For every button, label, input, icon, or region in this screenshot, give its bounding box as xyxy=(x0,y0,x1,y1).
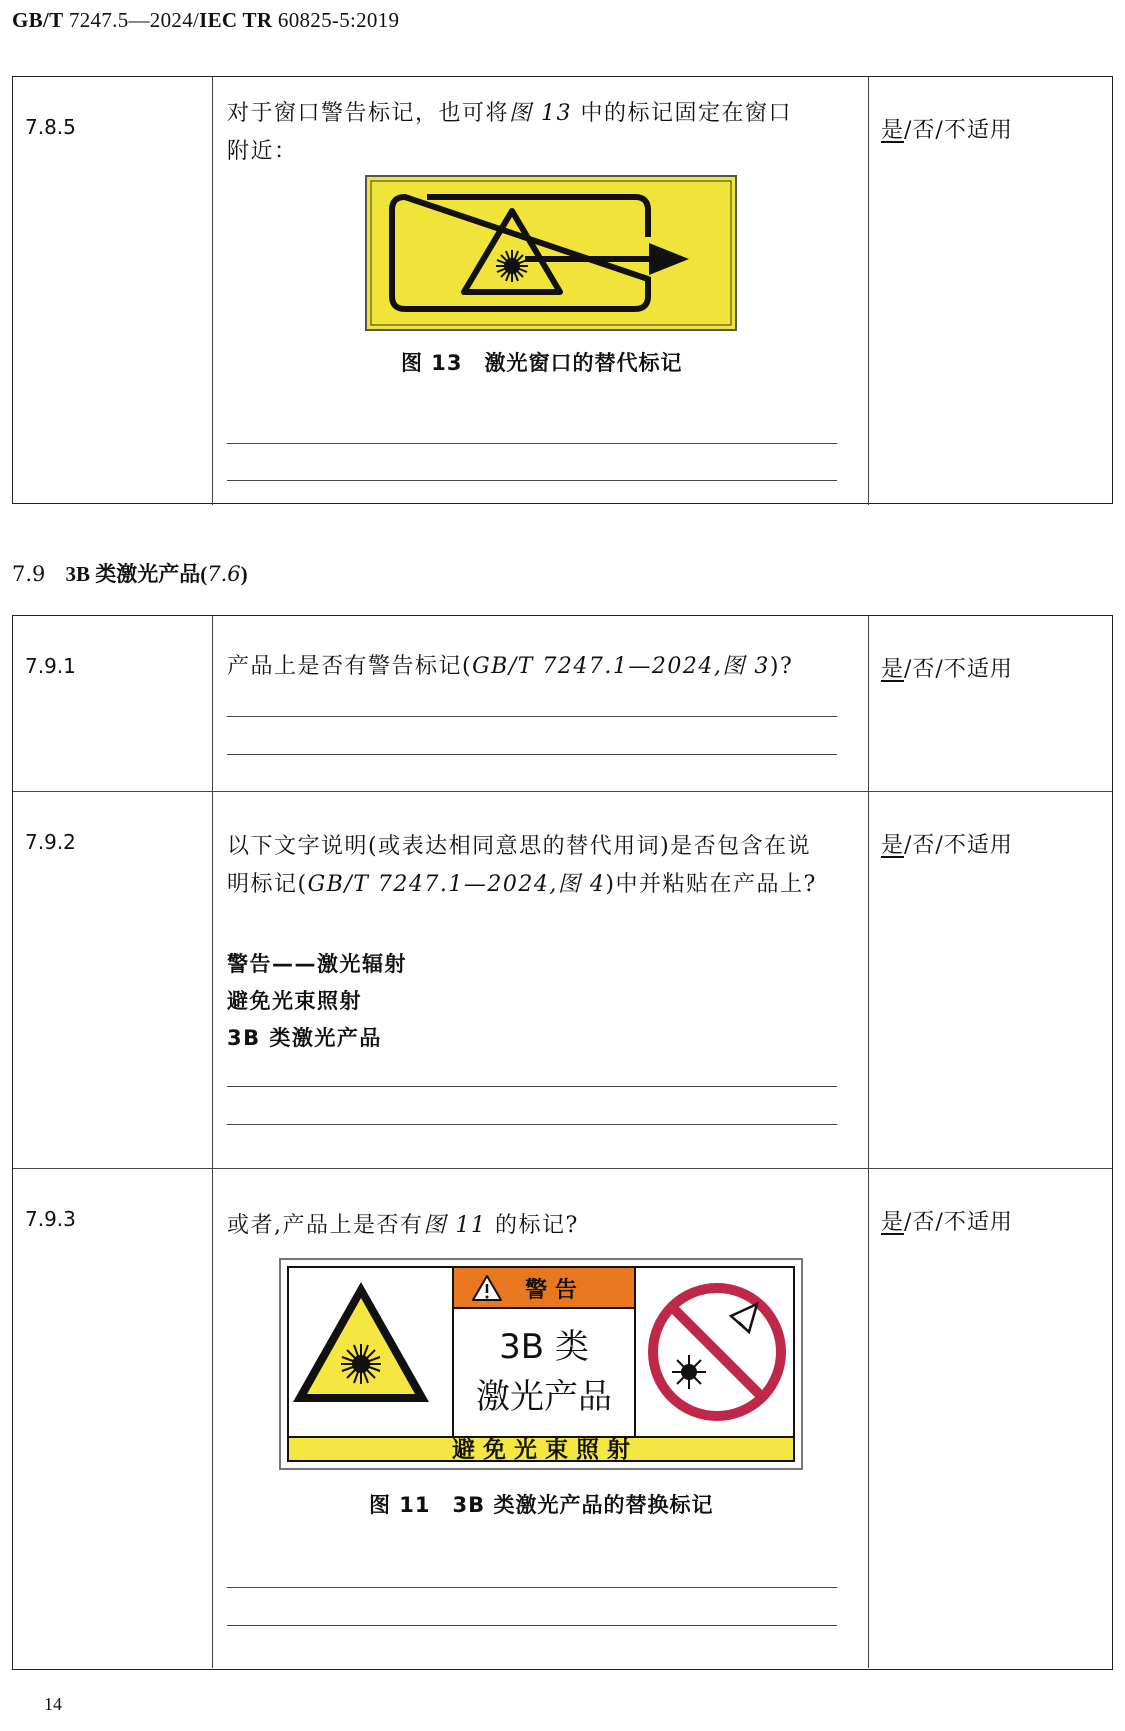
section-title-close: ) xyxy=(240,562,248,586)
answer-cell xyxy=(868,77,1112,505)
clause-text-part: 以下文字说明(或表达相同意思的替代用词)是否包含在说 xyxy=(227,834,812,859)
answer-yes[interactable]: 是 xyxy=(881,118,905,143)
clause-text-part: 明标记( xyxy=(227,872,308,897)
clause-number: 7.9.2 xyxy=(25,830,76,854)
clause-text xyxy=(227,828,859,904)
section-ref: 7.6 xyxy=(207,562,241,586)
table-row xyxy=(13,616,1112,791)
answer-no-na[interactable]: /否/不适用 xyxy=(904,657,1013,682)
clause-text xyxy=(227,95,859,171)
clause-text-part: 的标记? xyxy=(495,1213,579,1238)
label-class-text: 3B 类 xyxy=(499,1327,589,1367)
warning-text-line: 3B 类激光产品 xyxy=(227,1026,382,1050)
label-product-text: 激光产品 xyxy=(476,1377,612,1417)
clause-number-cell xyxy=(13,792,213,1168)
answer-options[interactable] xyxy=(881,1205,1013,1236)
answer-no-na[interactable]: /否/不适用 xyxy=(904,1210,1013,1235)
clause-number-cell xyxy=(13,1169,213,1668)
clause-text-part: 或者,产品上是否有 xyxy=(227,1213,424,1238)
label-avoid-text: 避 免 光 束 照 射 xyxy=(451,1437,631,1463)
clause-text-part: )? xyxy=(769,654,794,679)
clause-number-cell xyxy=(13,77,213,505)
answer-yes[interactable]: 是 xyxy=(881,833,905,858)
clause-number-cell xyxy=(13,616,213,791)
answer-line[interactable] xyxy=(227,1587,837,1588)
page-number: 14 xyxy=(44,1694,62,1714)
answer-yes[interactable]: 是 xyxy=(881,657,905,682)
header-iec-num: 60825-5:2019 xyxy=(277,8,400,32)
figure-caption: 图 11 3B 类激光产品的替换标记 xyxy=(369,1493,714,1517)
section-title: 类激光产品( xyxy=(89,562,208,586)
clause-number: 7.8.5 xyxy=(25,115,76,139)
table-row xyxy=(13,77,1112,505)
answer-cell xyxy=(868,616,1112,791)
header-title: 7247.5—2024/ xyxy=(68,8,200,32)
answer-options[interactable] xyxy=(881,113,1013,144)
table-row xyxy=(13,1168,1112,1668)
laser-window-label-figure xyxy=(365,175,737,331)
clause-text-part: 对于窗口警告标记，也可将 xyxy=(227,101,510,126)
table-7-9 xyxy=(12,615,1113,1670)
answer-cell xyxy=(868,792,1112,1168)
page-header xyxy=(12,8,399,33)
answer-line[interactable] xyxy=(227,1124,837,1125)
answer-line[interactable] xyxy=(227,1086,837,1087)
header-iec: IEC TR xyxy=(199,8,273,32)
clause-text xyxy=(227,1207,859,1245)
clause-text-part: 附近： xyxy=(227,139,298,164)
standard-ref: GB/T 7247.1—2024,图 3 xyxy=(472,654,770,679)
answer-no-na[interactable]: /否/不适用 xyxy=(904,118,1013,143)
table-7-8-5 xyxy=(12,76,1113,504)
answer-line[interactable] xyxy=(227,754,837,755)
warning-text-line: 警告——激光辐射 xyxy=(227,952,407,976)
figure-ref: 图 13 xyxy=(509,101,573,126)
header-std: GB/T xyxy=(12,8,64,32)
answer-yes[interactable]: 是 xyxy=(881,1210,905,1235)
answer-line[interactable] xyxy=(227,1625,837,1626)
clause-text-part: 中的标记固定在窗口 xyxy=(580,101,793,126)
clause-number: 7.9.3 xyxy=(25,1207,76,1231)
figure-caption: 图 13 激光窗口的替代标记 xyxy=(401,351,683,375)
section-number: 7.9 xyxy=(12,562,46,586)
table-row xyxy=(13,791,1112,1168)
clause-text xyxy=(227,648,859,686)
answer-cell xyxy=(868,1169,1112,1668)
warning-text-line: 避免光束照射 xyxy=(227,989,362,1013)
answer-options[interactable] xyxy=(881,828,1013,859)
standard-ref: GB/T 7247.1—2024,图 4 xyxy=(307,872,606,897)
label-warning-text: 警 告 xyxy=(525,1278,577,1303)
answer-line[interactable] xyxy=(227,443,837,444)
clause-text-part: )中并粘贴在产品上? xyxy=(605,872,817,897)
answer-line[interactable] xyxy=(227,716,837,717)
section-heading xyxy=(12,558,248,588)
clause-number: 7.9.1 xyxy=(25,654,76,678)
answer-no-na[interactable]: /否/不适用 xyxy=(904,833,1013,858)
figure-ref: 图 11 xyxy=(423,1213,487,1238)
answer-line[interactable] xyxy=(227,480,837,481)
section-title-bold: 3B xyxy=(65,562,90,586)
class-3b-label-figure xyxy=(279,1258,803,1470)
clause-text-part: 产品上是否有警告标记( xyxy=(227,654,473,679)
answer-options[interactable] xyxy=(881,652,1013,683)
